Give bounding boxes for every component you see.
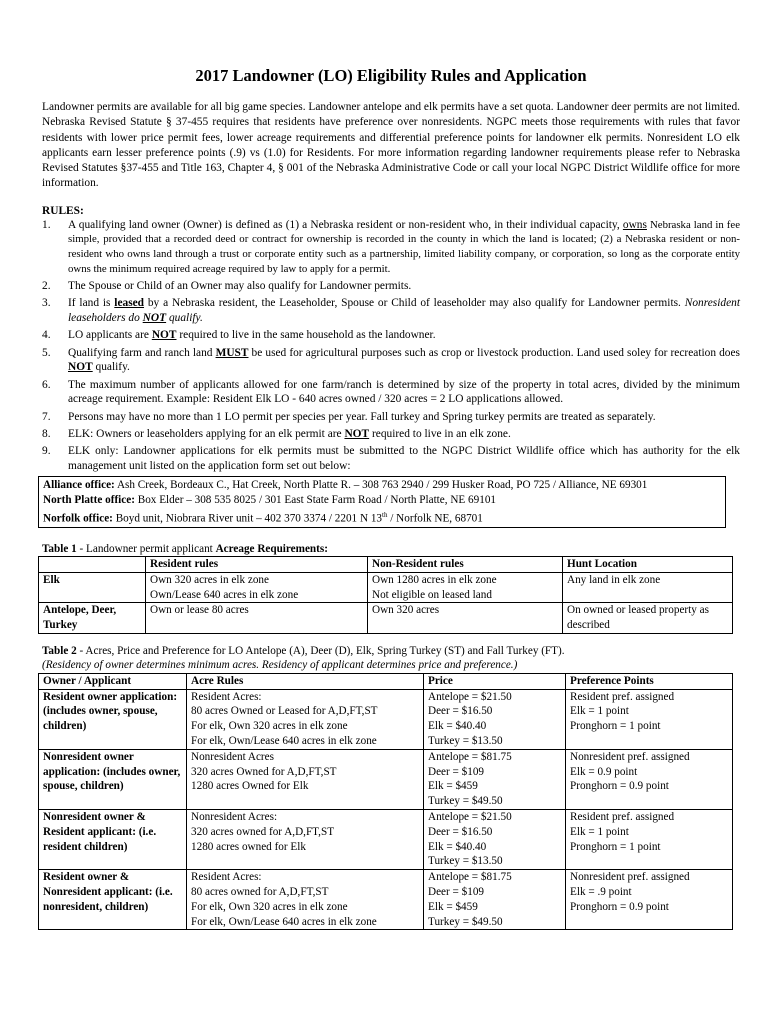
- cell-line: Elk = $40.40: [428, 720, 487, 733]
- preference-points-cell: [566, 689, 733, 749]
- cell-line: Resident Acres:: [191, 871, 262, 884]
- table-header-cell: Hunt Location: [563, 556, 733, 572]
- table-header-row: [39, 673, 733, 689]
- species-cell: Elk: [39, 572, 146, 603]
- cell-line: Resident pref. assigned: [570, 810, 675, 823]
- cell-line: Any land in elk zone: [567, 573, 661, 586]
- rule-text-part: Nonresident leaseholders do: [68, 297, 740, 324]
- rule-text: The maximum number of applicants allowed for one farm/ranch is determined by size of the property in total acres, divided by the minimum acreage requirement. Example: Resident Elk LO - 640 acres owned / 320 acres = 2 LO applications allowed.: [68, 378, 740, 406]
- cell-line: Pronghorn = 1 point: [570, 840, 661, 853]
- rule-item: [42, 218, 740, 276]
- rule-text-part: Qualifying farm and ranch land: [68, 346, 216, 359]
- cell-line: Elk = $459: [428, 900, 478, 913]
- rule-emphasis: NOT: [151, 329, 177, 342]
- cell-line: Elk = 1 point: [570, 705, 629, 718]
- table2-caption-text: - Acres, Price and Preference for LO Antelope (A), Deer (D), Elk, Spring Turkey (ST) and Fall Turkey (FT).: [76, 644, 565, 657]
- office-label: Alliance office:: [43, 479, 115, 492]
- rule-emphasis: NOT: [142, 311, 167, 324]
- cell-line: Antelope = $21.50: [428, 690, 512, 703]
- owner-applicant-cell: Resident owner & Nonresident applicant: (i.e. nonresident, children): [39, 870, 187, 930]
- cell-line: Antelope = $21.50: [428, 810, 512, 823]
- cell-line: 320 acres owned for A,D,FT,ST: [191, 825, 335, 838]
- acre-rules-cell: [187, 749, 424, 809]
- rule-number: 3.: [42, 297, 51, 310]
- rules-heading: RULES:: [42, 204, 84, 217]
- acre-rules-cell: [187, 870, 424, 930]
- cell-line: Own 320 acres in elk zone: [150, 573, 269, 586]
- rule-item: [42, 378, 740, 407]
- table1-caption: [42, 542, 740, 556]
- cell-line: Deer = $109: [428, 765, 485, 778]
- rule-emphasis: NOT: [68, 361, 93, 374]
- price-cell: [424, 870, 566, 930]
- cell-line: Nonresident pref. assigned: [570, 750, 690, 763]
- rule-number: 4.: [42, 329, 51, 342]
- table2-caption-label: Table 2: [42, 644, 77, 657]
- rules-list: [42, 218, 740, 474]
- rule-text-part: ELK: Owners or leaseholders applying for an elk permit are: [68, 428, 345, 441]
- rule-number: 8.: [42, 428, 51, 441]
- rule-text: [68, 346, 740, 375]
- rule-text-part: If land is: [68, 297, 115, 310]
- cell-line: For elk, Own/Lease 640 acres in elk zone: [191, 734, 377, 747]
- rule-item: [42, 328, 740, 343]
- table-row: [39, 572, 733, 603]
- rule-text: [68, 296, 740, 325]
- table1-caption-label: Table 1: [42, 542, 77, 555]
- rule-number: 1.: [42, 218, 51, 231]
- table-row: [39, 809, 733, 869]
- cell-line: Own/Lease 640 acres in elk zone: [150, 588, 299, 601]
- rule-item: [42, 410, 740, 425]
- cell-line: 320 acres Owned for A,D,FT,ST: [191, 765, 337, 778]
- cell-line: Elk = .9 point: [570, 885, 632, 898]
- rule-text: ELK only: Landowner applications for elk permits must be submitted to the NGPC District Wildlife office which has authority for the elk management unit listed on the application form set out below:: [68, 445, 740, 473]
- cell-line: Deer = $16.50: [428, 705, 493, 718]
- table-header-cell: Resident rules: [146, 556, 368, 572]
- cell-line: Own 1280 acres in elk zone: [372, 573, 497, 586]
- rule-emphasis: MUST: [215, 346, 249, 359]
- acre-rules-cell: [187, 809, 424, 869]
- cell-line: Turkey = $49.50: [428, 915, 503, 928]
- cell-line: For elk, Own 320 acres in elk zone: [191, 900, 348, 913]
- rule-emphasis: owns: [622, 218, 647, 231]
- rule-item: [42, 427, 740, 442]
- table2-caption-note: (Residency of owner determines minimum acres. Residency of applicant determines price and preference.): [42, 659, 518, 672]
- table-row: [39, 689, 733, 749]
- owner-applicant-cell: Nonresident owner & Resident applicant: (i.e. resident children): [39, 809, 187, 869]
- cell-line: Turkey = $49.50: [428, 795, 503, 808]
- preference-points-cell: [566, 870, 733, 930]
- rule-item: [42, 346, 740, 375]
- price-cell: [424, 689, 566, 749]
- hunt-location-cell: [563, 572, 733, 603]
- table-row: [39, 603, 733, 634]
- cell-line: Own 320 acres: [372, 604, 440, 617]
- acre-rules-cell: [187, 689, 424, 749]
- cell-line: Deer = $109: [428, 885, 485, 898]
- office-details: Ash Creek, Bordeaux C., Hat Creek, North Platte R. – 308 763 2940 / 299 Husker Road, PO 725 / Alliance, NE 69301: [114, 479, 648, 492]
- rule-emphasis: NOT: [344, 428, 370, 441]
- rule-number: 7.: [42, 410, 51, 423]
- cell-line: 1280 acres owned for Elk: [191, 840, 306, 853]
- rule-number: 6.: [42, 378, 51, 391]
- table-header-cell: Non-Resident rules: [368, 556, 563, 572]
- cell-line: Elk = $40.40: [428, 840, 487, 853]
- table-row: [39, 749, 733, 809]
- rule-text-part: required to live in the same household as the landowner.: [176, 329, 436, 342]
- office-details: / Norfolk NE, 68701: [387, 512, 483, 525]
- rule-text: Persons may have no more than 1 LO permit per species per year. Fall turkey and Spring turkey permits are treated as separately.: [68, 410, 656, 423]
- cell-line: Pronghorn = 0.9 point: [570, 900, 669, 913]
- table-header-row: [39, 556, 733, 572]
- rule-item: [42, 444, 740, 473]
- table1-caption-text: - Landowner permit applicant: [76, 542, 216, 555]
- cell-line: For elk, Own 320 acres in elk zone: [191, 720, 348, 733]
- cell-line: Resident Acres:: [191, 690, 262, 703]
- cell-line: Own or lease 80 acres: [150, 604, 249, 617]
- rule-text-part: Nebraska land in fee simple, provided that a recorded deed or contract for ownership is recorded in the county in which the land is located; (2) a Nebraska resident or non-resident who owns land through a trust or corporate entity such as a partnership, limited liability company, or corporation, so long as the corporate entity owns the minimum required acreage required by law to apply for a permit.: [68, 218, 740, 275]
- preference-points-cell: [566, 809, 733, 869]
- intro-paragraph: Landowner permits are available for all big game species. Landowner antelope and elk permits have a set quota. Landowner deer permits are not limited. Nebraska Revised Statute § 37-455 requires that residents have preference over nonresidents. NGPC meets those requirements with rules that favor residents with lower price permit fees, lower acreage requirements and differential preference points for landowner elk permits. Nonresident LO elk applicants earn lesser preference points (.9) vs (1.0) for Residents. For more information regarding landowner requirements please refer to Nebraska Revised Statutes §37-455 and Title 163, Chapter 4, § 001 of the Nebraska Administrative Code or call your local NGPC District Wildlife office for more information.: [42, 101, 740, 190]
- office-norfolk: [43, 508, 721, 526]
- cell-line: Turkey = $13.50: [428, 734, 503, 747]
- cell-line: Antelope = $81.75: [428, 871, 512, 884]
- rule-number: 2.: [42, 279, 51, 292]
- rule-text: The Spouse or Child of an Owner may also qualify for Landowner permits.: [68, 279, 412, 292]
- owner-applicant-cell: Resident owner application: (includes owner, spouse, children): [39, 689, 187, 749]
- cell-line: Nonresident Acres:: [191, 810, 278, 823]
- rule-text-part: be used for agricultural purposes such as crop or livestock production. Land used soley for recreation does: [248, 346, 740, 359]
- cell-line: Elk = 0.9 point: [570, 765, 638, 778]
- cell-line: On owned or leased property as described: [567, 604, 709, 632]
- cell-line: Nonresident Acres: [191, 750, 274, 763]
- office-alliance: [43, 478, 721, 493]
- cell-line: Turkey = $13.50: [428, 855, 503, 868]
- price-cell: [424, 749, 566, 809]
- rule-text-part: required to live in an elk zone.: [369, 428, 511, 441]
- rule-text: [68, 328, 740, 343]
- cell-line: 80 acres Owned or Leased for A,D,FT,ST: [191, 705, 378, 718]
- table1-caption-bold: Acreage Requirements:: [215, 542, 328, 555]
- cell-line: Pronghorn = 0.9 point: [570, 780, 669, 793]
- cell-line: 1280 acres Owned for Elk: [191, 780, 309, 793]
- office-north-platte: [43, 493, 721, 508]
- table-header-cell: Acre Rules: [187, 673, 424, 689]
- cell-line: Elk = $459: [428, 780, 478, 793]
- nonresident-rules-cell: [368, 603, 563, 634]
- hunt-location-cell: [563, 603, 733, 634]
- table-row: [39, 870, 733, 930]
- rule-text-part: by a Nebraska resident, the Leaseholder, Spouse or Child of leaseholder may also qualify for Landowner permits.: [144, 297, 685, 310]
- rule-item: [42, 279, 740, 294]
- preference-points-cell: [566, 749, 733, 809]
- rule-text-part: qualify.: [92, 361, 130, 374]
- cell-line: Pronghorn = 1 point: [570, 720, 661, 733]
- table-header-cell: Price: [424, 673, 566, 689]
- price-cell: [424, 809, 566, 869]
- table-header-cell: Owner / Applicant: [39, 673, 187, 689]
- rule-number: 5.: [42, 346, 51, 359]
- rule-emphasis: leased: [114, 297, 145, 310]
- rule-text-part: LO applicants are: [68, 329, 152, 342]
- resident-rules-cell: [146, 572, 368, 603]
- office-details: Boyd unit, Niobrara River unit – 402 370 3374 / 2201 N 13: [112, 512, 383, 525]
- price-preference-table: [38, 673, 733, 931]
- table-header-cell: [39, 556, 146, 572]
- cell-line: Deer = $16.50: [428, 825, 493, 838]
- office-label: Norfolk office:: [43, 512, 113, 525]
- nonresident-rules-cell: [368, 572, 563, 603]
- cell-line: Resident pref. assigned: [570, 690, 675, 703]
- cell-line: Nonresident pref. assigned: [570, 871, 690, 884]
- district-offices-box: [38, 476, 726, 528]
- resident-rules-cell: [146, 603, 368, 634]
- cell-line: Antelope = $81.75: [428, 750, 512, 763]
- rule-number: 9.: [42, 445, 51, 458]
- rule-text-part: A qualifying land owner (Owner) is defined as (1) a Nebraska resident or non-resident who, in their individual capacity,: [68, 218, 623, 231]
- cell-line: 80 acres owned for A,D,FT,ST: [191, 885, 329, 898]
- species-cell: Antelope, Deer, Turkey: [39, 603, 146, 634]
- office-details-sup: th: [382, 510, 388, 519]
- cell-line: For elk, Own/Lease 640 acres in elk zone: [191, 915, 377, 928]
- office-label: North Platte office:: [43, 494, 135, 507]
- rule-item: [42, 296, 740, 325]
- acreage-requirements-table: [38, 556, 733, 634]
- rule-text-part: qualify.: [166, 311, 203, 324]
- page-title: 2017 Landowner (LO) Eligibility Rules and Application: [195, 66, 587, 85]
- rule-text: [68, 218, 740, 276]
- cell-line: Elk = 1 point: [570, 825, 629, 838]
- office-details: Box Elder – 308 535 8025 / 301 East State Farm Road / North Platte, NE 69101: [134, 494, 497, 507]
- rule-text: [68, 427, 740, 442]
- table2-caption: [42, 644, 740, 658]
- owner-applicant-cell: Nonresident owner application: (includes owner, spouse, children): [39, 749, 187, 809]
- cell-line: Not eligible on leased land: [372, 588, 492, 601]
- table-header-cell: Preference Points: [566, 673, 733, 689]
